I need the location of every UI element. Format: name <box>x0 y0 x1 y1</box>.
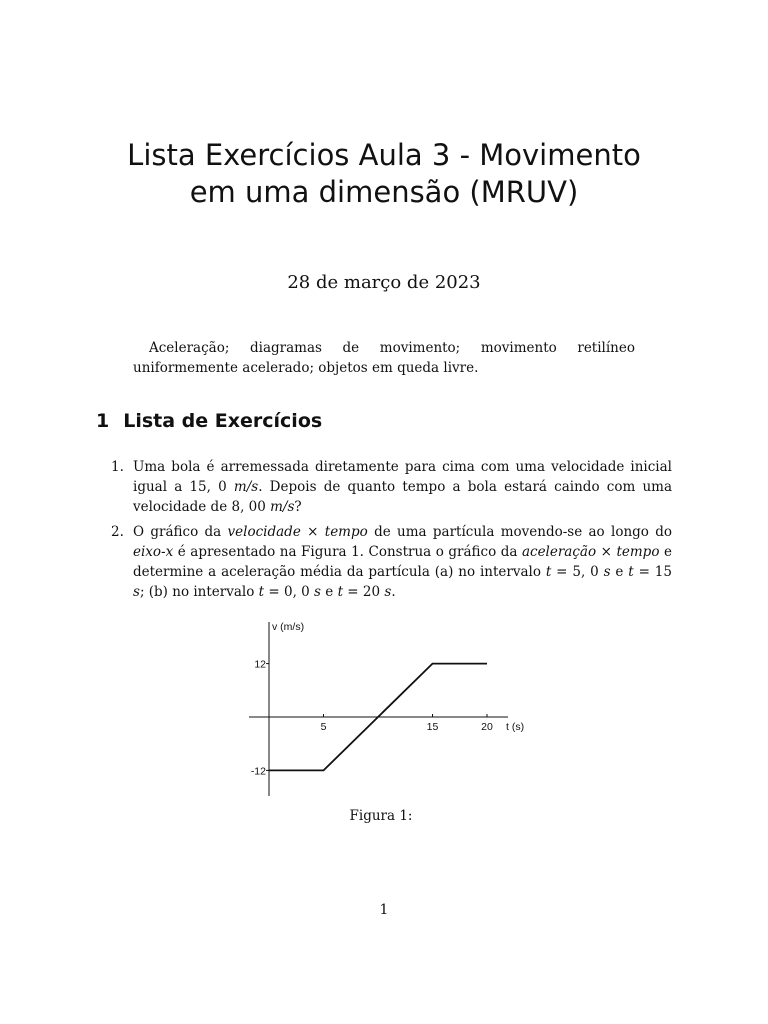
exercise-text: e <box>610 564 629 580</box>
exercise-text: = 0, 0 <box>264 584 315 600</box>
exercise-text: . <box>391 584 396 600</box>
exercise-text: ; (b) no intervalo <box>139 584 259 600</box>
exercise-text: e <box>320 584 338 600</box>
document-title <box>60 137 708 211</box>
exercise-text: . Depois de quanto tempo a bola estará caindo com uma velocidade de 8, 00 <box>133 479 672 515</box>
exercise-text: × <box>596 544 617 560</box>
exercise-text: de uma partícula movendo-se ao longo do <box>367 524 672 540</box>
exercise-text: = 5, 0 <box>551 564 604 580</box>
unit-text: m/s <box>270 499 295 515</box>
exercise-text: é apresentado na Figura 1. Construa o gráfico da <box>173 544 522 560</box>
y-tick-label: 12 <box>254 658 266 671</box>
section-title: Lista de Exercícios <box>123 410 323 432</box>
emphasis-text: tempo <box>616 544 660 560</box>
exercise-text: = 15 <box>633 564 672 580</box>
math-variable: t <box>258 584 265 600</box>
math-variable: t <box>545 564 552 580</box>
emphasis-text: velocidade <box>227 524 301 540</box>
exercise-text: ? <box>294 499 302 515</box>
math-variable: t <box>628 564 634 580</box>
unit-text: m/s <box>233 479 259 495</box>
page-number: 1 <box>379 902 389 918</box>
exercise-2 <box>111 522 672 602</box>
y-axis-label: v (m/s) <box>272 621 305 633</box>
figure-caption: Figura 1: <box>349 808 413 824</box>
x-tick-label: 5 <box>320 721 327 733</box>
x-tick-label: 15 <box>426 721 439 733</box>
document-date: 28 de março de 2023 <box>287 272 481 293</box>
emphasis-text: aceleração <box>521 544 597 560</box>
exercise-text: e determine a aceleração média da partícula (a) no intervalo <box>133 544 672 580</box>
exercise-text: = 20 <box>343 584 385 600</box>
exercise-text: O gráfico da <box>133 524 228 540</box>
velocity-time-chart <box>240 614 540 804</box>
emphasis-text: eixo-x <box>133 544 174 560</box>
unit-text: s <box>133 584 140 600</box>
section-heading <box>96 410 322 432</box>
unit-text: s <box>603 564 611 580</box>
emphasis-text: tempo <box>324 524 368 540</box>
x-tick-label: 20 <box>481 721 493 733</box>
exercise-1 <box>111 457 672 517</box>
abstract-text: Aceleração; diagramas de movimento; movimento retilíneo uniformemente acelerado; objetos em queda livre. <box>133 340 635 376</box>
exercise-2-label: 2. <box>111 524 124 540</box>
x-axis-label: t (s) <box>506 721 525 733</box>
velocity-time-figure <box>240 614 540 804</box>
section-number: 1 <box>96 410 110 432</box>
exercise-1-label: 1. <box>111 459 124 475</box>
y-tick-label: -12 <box>250 765 266 778</box>
unit-text: s <box>314 584 321 600</box>
title-line-1: Lista Exercícios Aula 3 - Movimento <box>127 138 641 172</box>
math-variable: t <box>337 584 343 600</box>
exercise-text: × <box>300 524 325 540</box>
exercise-text: Uma bola é arremessada diretamente para cima com uma velocidade inicial igual a 15, 0 <box>133 459 672 495</box>
title-line-2: em uma dimensão (MRUV) <box>189 175 579 209</box>
unit-text: s <box>384 584 392 600</box>
